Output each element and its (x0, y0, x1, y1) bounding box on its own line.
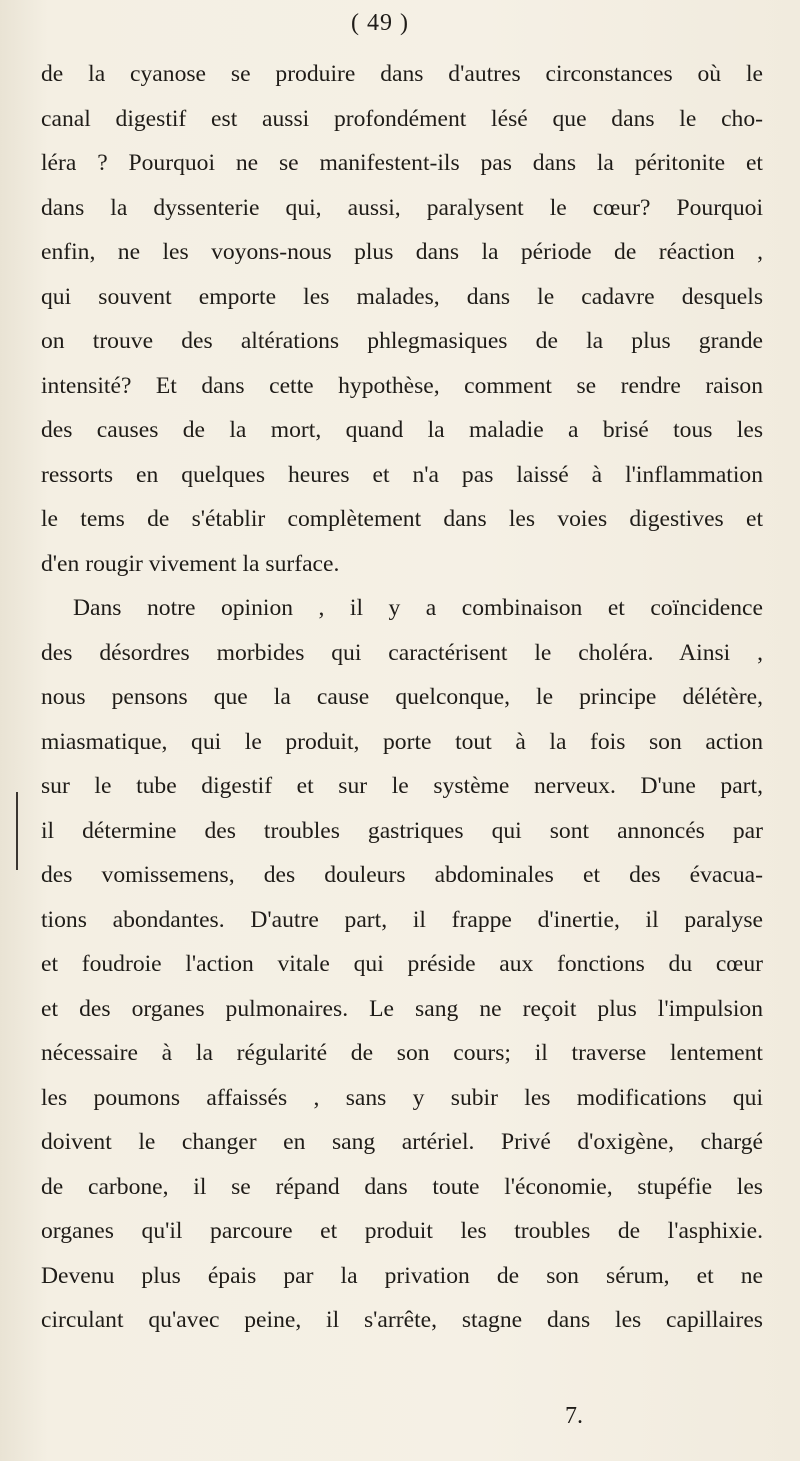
text-line: tions abondantes. D'autre part, il frappe d'inertie, il paralyse (41, 906, 763, 933)
text-line: léra ? Pourquoi ne se manifestent-ils pas dans la péritonite et (41, 150, 763, 176)
text-line: le tems de s'établir complètement dans les voies digestives et (41, 506, 763, 532)
text-line: des désordres morbides qui caractérisent le choléra. Ainsi , (41, 639, 763, 666)
text-line: ressorts en quelques heures et n'a pas laissé à l'inflammation (41, 461, 763, 488)
page-number: ( 49 ) (351, 10, 409, 36)
text-line: Devenu plus épais par la privation de son sérum, et ne (41, 1262, 763, 1289)
text-line: d'en rougir vivement la surface. (41, 550, 340, 577)
text-line: canal digestif est aussi profondément lésé que dans le cho- (41, 105, 763, 132)
body-text (41, 52, 763, 1343)
text-line: des causes de la mort, quand la maladie a brisé tous les (41, 417, 763, 443)
paragraph-start-line: Dans notre opinion , il y a combinaison et coïncidence (73, 595, 763, 621)
text-line: nous pensons que la cause quelconque, le principe délétère, (41, 684, 763, 710)
text-line: et foudroie l'action vitale qui préside aux fonctions du cœur (41, 951, 763, 977)
text-line: doivent le changer en sang artériel. Privé d'oxigène, chargé (41, 1129, 763, 1155)
text-line: les poumons affaissés , sans y subir les modifications qui (41, 1084, 763, 1111)
text-line: il détermine des troubles gastriques qui sont annoncés par (41, 817, 763, 844)
text-line: circulant qu'avec peine, il s'arrête, stagne dans les capillaires (41, 1307, 763, 1333)
text-line: enfin, ne les voyons-nous plus dans la période de réaction , (41, 239, 763, 265)
text-line: nécessaire à la régularité de son cours; il traverse lentement (41, 1040, 763, 1066)
text-line: de carbone, il se répand dans toute l'économie, stupéfie les (41, 1173, 763, 1200)
margin-rule (16, 792, 18, 870)
text-line: sur le tube digestif et sur le système nerveux. D'une part, (41, 773, 763, 799)
text-line: dans la dyssenterie qui, aussi, paralysent le cœur? Pourquoi (41, 194, 763, 221)
text-line: organes qu'il parcoure et produit les troubles de l'asphixie. (41, 1218, 763, 1244)
text-line: on trouve des altérations phlegmasiques de la plus grande (41, 328, 763, 354)
text-line: et des organes pulmonaires. Le sang ne reçoit plus l'impulsion (41, 995, 763, 1022)
text-line: qui souvent emporte les malades, dans le cadavre desquels (41, 283, 763, 310)
text-line: intensité? Et dans cette hypothèse, comment se rendre raison (41, 372, 763, 399)
text-line: de la cyanose se produire dans d'autres circonstances où le (41, 61, 763, 87)
text-line: des vomissemens, des douleurs abdominales et des évacua- (41, 862, 763, 888)
signature-mark: 7. (565, 1403, 583, 1429)
text-line: miasmatique, qui le produit, porte tout à la fois son action (41, 728, 763, 755)
